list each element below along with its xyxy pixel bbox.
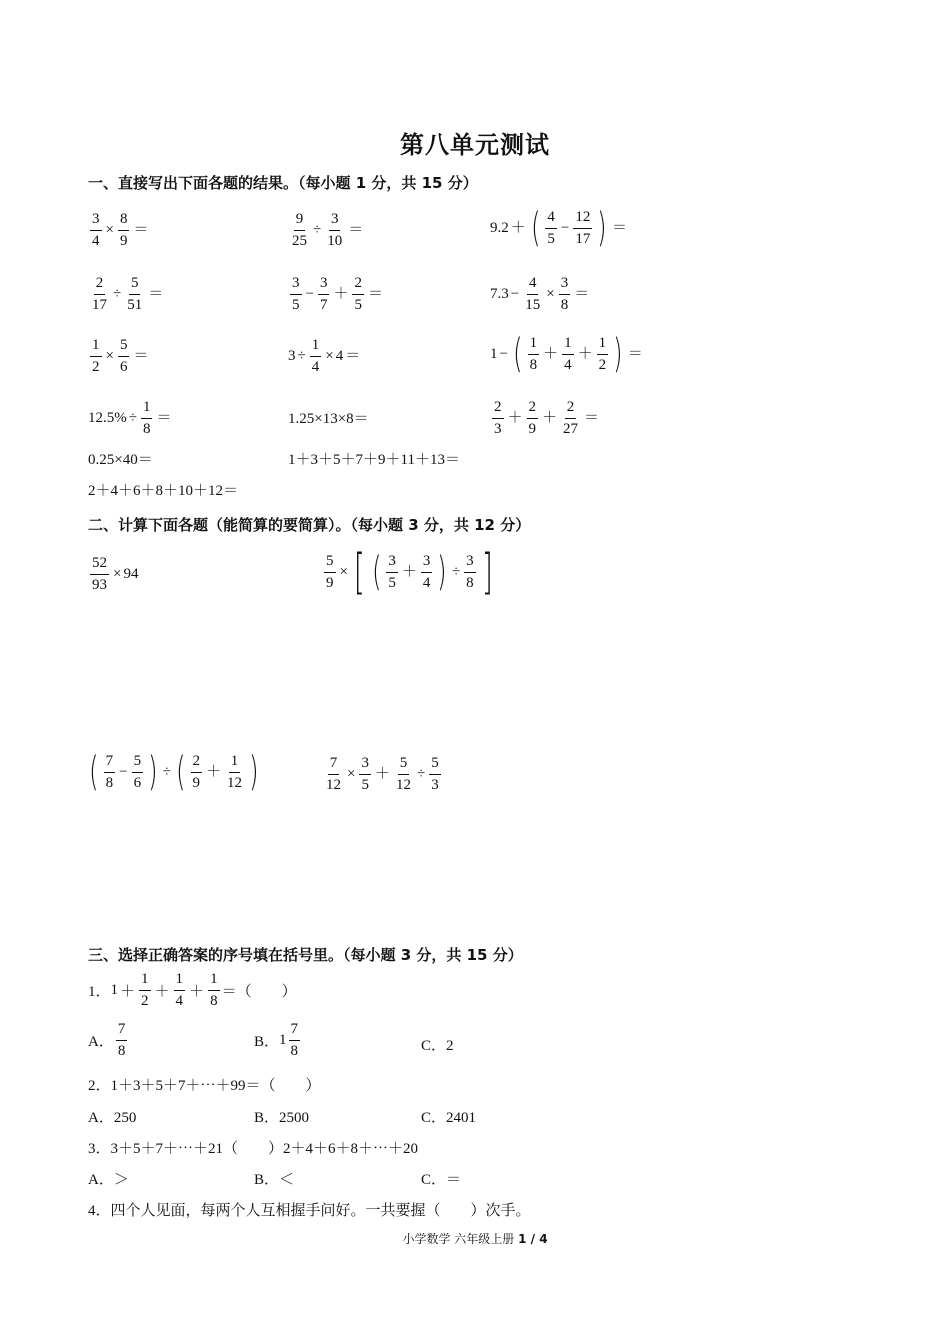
section-1-heading: 一、直接写出下面各题的结果。（每小题 1 分，共 15 分） bbox=[88, 174, 478, 192]
expr-1-1: $\frac{3}{4}$ × $\frac{8}{9}$ ＝ bbox=[92, 211, 149, 249]
calc-1: $\frac{52}{93}$ × 94 bbox=[92, 555, 139, 593]
expr-3-2: 3 ÷ $\frac{1}{4}$ × 4 ＝ bbox=[288, 337, 361, 375]
expr-2-1: $\frac{2}{17}$ ÷ $\frac{5}{51}$ ＝ bbox=[92, 275, 164, 313]
question-3-option-a: A．＞ bbox=[88, 1172, 129, 1188]
expr-3-3: 1 − ( 1 8 ＋ 1 4 ＋ 1 2 ) ＝ bbox=[490, 331, 643, 377]
question-1-option-c: C．2 bbox=[421, 1038, 454, 1054]
question-1-option-a: A． 7 8 bbox=[88, 1021, 126, 1059]
page-footer bbox=[0, 1230, 950, 1247]
expr-4-1: 12.5% ÷ $\frac{1}{8}$ ＝ bbox=[88, 399, 172, 437]
question-3-option-c: C．＝ bbox=[421, 1172, 462, 1188]
calc-3: ( 7 8 − $\frac{5}{6}$ ) ÷ ( 2 9 ＋ 1 12 ) bbox=[89, 749, 259, 795]
question-2: 2．1＋3＋5＋7＋⋯＋99＝（ ） bbox=[88, 1078, 321, 1094]
question-1: 1． 1 ＋ 1 2 ＋ 1 4 ＋ 1 8 ＝（ ） bbox=[88, 971, 297, 1009]
expr-1-2: $\frac{9}{25}$ ÷ $\frac{3}{10}$ ＝ bbox=[292, 211, 364, 249]
expr-3-1: $\frac{1}{2}$ × $\frac{5}{6}$ ＝ bbox=[92, 337, 149, 375]
expr-2-3: 7.3 − $\frac{4}{15}$ × $\frac{3}{8}$ ＝ bbox=[490, 275, 590, 313]
question-2-option-b: B．2500 bbox=[254, 1110, 310, 1126]
page-number: 1 / 4 bbox=[518, 1232, 548, 1246]
question-2-option-c: C．2401 bbox=[421, 1110, 477, 1126]
expr-5-2: 1＋3＋5＋7＋9＋11＋13＝ bbox=[288, 452, 460, 468]
expr-4-3: 2 3 ＋ 2 9 ＋ 2 27 ＝ bbox=[494, 399, 600, 437]
question-3-option-b: B．＜ bbox=[254, 1172, 295, 1188]
question-1-option-b: B． 1 7 8 bbox=[254, 1021, 299, 1059]
question-3: 3．3＋5＋7＋⋯＋21（ ）2＋4＋6＋8＋⋯＋20 bbox=[88, 1141, 419, 1157]
expr-6-1: 2＋4＋6＋8＋10＋12＝ bbox=[88, 483, 239, 499]
question-2-option-a: A．250 bbox=[88, 1110, 137, 1126]
expr-5-1: 0.25×40＝ bbox=[88, 452, 153, 468]
question-4: 4．四个人见面，每两个人互相握手问好。一共要握（ ）次手。 bbox=[88, 1203, 531, 1219]
footer-subject: 小学数学 六年级上册 bbox=[402, 1232, 515, 1246]
calc-2: $\frac{5}{9}$ × [ ( 3 5 ＋ 3 4 ) ÷ $\frac{3}{8}$ ] bbox=[326, 544, 493, 600]
expr-1-3: 9.2 ＋ ( 4 5 − $\frac{12}{17}$ ) ＝ bbox=[490, 205, 627, 251]
page-title: 第八单元测试 bbox=[400, 131, 550, 159]
expr-2-2: 3 5 − $\frac{3}{7}$ ＋ 2 5 ＝ bbox=[292, 275, 383, 313]
expr-4-2: 1.25×13×8＝ bbox=[288, 411, 369, 427]
section-2-heading: 二、计算下面各题（能简算的要简算）。（每小题 3 分，共 12 分） bbox=[88, 516, 531, 534]
calc-4: $\frac{7}{12}$ × $\frac{3}{5}$ ＋ $\frac{5}{12}$ ÷ $\frac{5}{3}$ bbox=[326, 755, 439, 793]
section-3-heading: 三、选择正确答案的序号填在括号里。（每小题 3 分，共 15 分） bbox=[88, 946, 523, 964]
